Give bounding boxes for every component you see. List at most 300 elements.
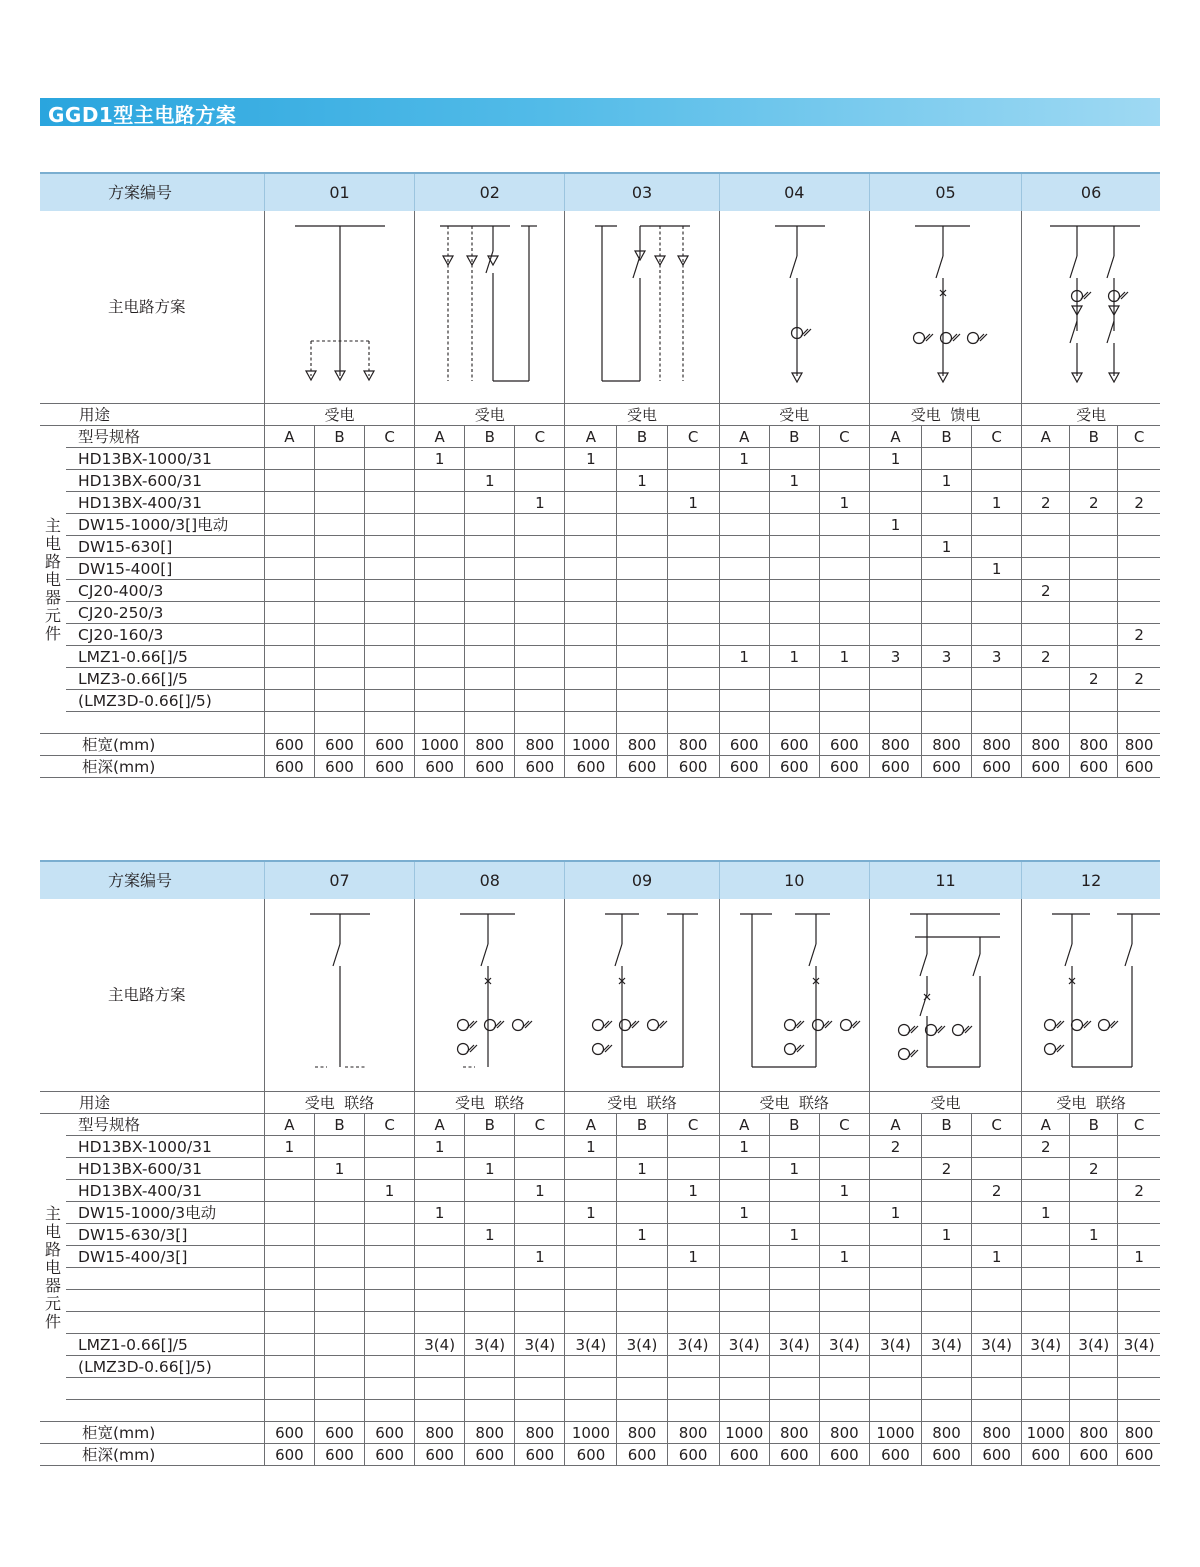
component-qty: 2 <box>1070 492 1118 514</box>
component-qty: 1 <box>264 1136 314 1158</box>
component-qty <box>719 602 769 624</box>
component-name: CJ20-250/3 <box>66 602 264 624</box>
model-label: 型号规格 <box>66 426 264 448</box>
component-qty <box>719 1246 769 1268</box>
component-qty <box>515 1268 565 1290</box>
component-qty <box>465 536 515 558</box>
component-row <box>40 470 1160 492</box>
width-cell: 600 <box>264 1422 314 1444</box>
component-name: DW15-400[] <box>66 558 264 580</box>
component-qty <box>465 580 515 602</box>
component-qty <box>1118 1400 1160 1422</box>
component-qty <box>617 690 667 712</box>
component-qty <box>617 1356 667 1378</box>
component-qty <box>515 646 565 668</box>
component-qty: 3(4) <box>1022 1334 1070 1356</box>
component-qty <box>264 1356 314 1378</box>
component-qty <box>365 514 415 536</box>
component-qty <box>264 1224 314 1246</box>
component-qty <box>819 1378 869 1400</box>
component-qty <box>617 1312 667 1334</box>
component-qty <box>667 690 719 712</box>
component-qty <box>1118 558 1160 580</box>
component-qty: 2 <box>1022 492 1070 514</box>
component-qty <box>264 712 314 734</box>
circuit-diagram-12 <box>1022 899 1160 1092</box>
component-qty <box>667 558 719 580</box>
component-qty <box>922 580 972 602</box>
component-qty <box>922 1312 972 1334</box>
scheme-number: 06 <box>1022 173 1160 211</box>
component-qty <box>565 624 617 646</box>
component-qty <box>769 712 819 734</box>
component-qty <box>515 536 565 558</box>
component-qty <box>1070 624 1118 646</box>
component-qty <box>365 470 415 492</box>
component-qty <box>314 668 364 690</box>
component-qty <box>922 668 972 690</box>
component-qty <box>515 712 565 734</box>
component-qty <box>819 536 869 558</box>
component-qty <box>565 712 617 734</box>
component-qty <box>365 1136 415 1158</box>
component-qty <box>869 1400 921 1422</box>
depth-row <box>40 756 1160 778</box>
component-qty <box>415 558 465 580</box>
component-qty <box>869 1180 921 1202</box>
component-qty <box>769 580 819 602</box>
depth-label: 柜深(mm) <box>40 1444 264 1466</box>
component-qty <box>565 536 617 558</box>
component-qty <box>617 1268 667 1290</box>
component-qty <box>617 1202 667 1224</box>
component-qty <box>314 1400 364 1422</box>
component-qty <box>515 668 565 690</box>
component-row <box>40 602 1160 624</box>
component-name <box>66 1290 264 1312</box>
component-name: CJ20-400/3 <box>66 580 264 602</box>
component-qty <box>365 558 415 580</box>
component-qty <box>869 536 921 558</box>
component-qty <box>465 514 515 536</box>
component-qty <box>1070 1312 1118 1334</box>
depth-cell: 600 <box>617 1444 667 1466</box>
component-qty <box>415 1378 465 1400</box>
component-qty <box>365 1202 415 1224</box>
component-qty <box>1118 1224 1160 1246</box>
component-qty <box>719 1378 769 1400</box>
component-qty <box>719 536 769 558</box>
model-label: 型号规格 <box>66 1114 264 1136</box>
component-qty <box>1022 1400 1070 1422</box>
component-qty <box>972 1356 1022 1378</box>
component-qty <box>719 1158 769 1180</box>
component-qty <box>1070 646 1118 668</box>
subcol-header: A <box>565 1114 617 1136</box>
component-row <box>40 1268 1160 1290</box>
component-qty <box>617 712 667 734</box>
component-name <box>66 1400 264 1422</box>
component-qty <box>365 1268 415 1290</box>
component-qty <box>819 624 869 646</box>
component-qty <box>264 1312 314 1334</box>
depth-cell: 600 <box>415 1444 465 1466</box>
usage-cell: 受电 联络 <box>415 1092 565 1114</box>
component-row <box>40 1180 1160 1202</box>
component-qty <box>515 1202 565 1224</box>
component-qty <box>769 1356 819 1378</box>
component-qty <box>819 690 869 712</box>
component-qty <box>819 1290 869 1312</box>
component-qty <box>314 624 364 646</box>
component-qty: 1 <box>769 646 819 668</box>
component-qty <box>365 1224 415 1246</box>
component-qty <box>1022 624 1070 646</box>
component-qty: 1 <box>1022 1202 1070 1224</box>
scheme-number-row <box>40 861 1160 899</box>
component-qty: 1 <box>1118 1246 1160 1268</box>
circuit-diagram-05 <box>869 211 1021 404</box>
component-qty <box>819 1158 869 1180</box>
component-qty <box>465 712 515 734</box>
component-qty <box>922 712 972 734</box>
component-qty <box>515 580 565 602</box>
component-qty: 1 <box>819 1180 869 1202</box>
subcol-header: B <box>617 1114 667 1136</box>
component-qty <box>314 602 364 624</box>
scheme-number-label: 方案编号 <box>40 861 264 899</box>
component-qty <box>314 690 364 712</box>
component-qty <box>515 1312 565 1334</box>
scheme-number-row <box>40 173 1160 211</box>
depth-cell: 600 <box>719 1444 769 1466</box>
component-row <box>40 624 1160 646</box>
component-qty <box>922 1180 972 1202</box>
component-qty <box>617 1136 667 1158</box>
width-cell: 800 <box>819 1422 869 1444</box>
component-qty: 1 <box>719 1136 769 1158</box>
component-qty <box>667 1378 719 1400</box>
depth-cell: 600 <box>769 1444 819 1466</box>
depth-cell: 600 <box>365 1444 415 1466</box>
component-qty <box>719 1224 769 1246</box>
component-qty <box>264 580 314 602</box>
component-qty: 1 <box>869 514 921 536</box>
component-qty: 3(4) <box>819 1334 869 1356</box>
scheme-number: 10 <box>719 861 869 899</box>
component-qty <box>667 1312 719 1334</box>
component-qty <box>465 668 515 690</box>
component-row <box>40 536 1160 558</box>
usage-cell: 受电 联络 <box>1022 1092 1160 1114</box>
component-qty <box>565 1246 617 1268</box>
usage-cell: 受电 <box>264 404 414 426</box>
component-qty <box>1070 536 1118 558</box>
component-qty: 2 <box>1118 668 1160 690</box>
component-qty <box>922 1400 972 1422</box>
component-qty <box>869 624 921 646</box>
component-qty <box>264 668 314 690</box>
component-qty <box>972 1268 1022 1290</box>
component-qty <box>465 558 515 580</box>
component-qty <box>1118 1136 1160 1158</box>
subcol-header: A <box>264 426 314 448</box>
component-qty: 2 <box>1118 624 1160 646</box>
component-qty <box>515 470 565 492</box>
depth-cell: 600 <box>314 756 364 778</box>
component-qty: 1 <box>719 448 769 470</box>
component-qty <box>465 690 515 712</box>
component-qty: 2 <box>1118 492 1160 514</box>
component-qty <box>819 712 869 734</box>
component-qty: 1 <box>819 1246 869 1268</box>
subcol-header: A <box>869 426 921 448</box>
component-qty: 1 <box>922 536 972 558</box>
component-qty: 2 <box>869 1136 921 1158</box>
component-qty <box>365 624 415 646</box>
depth-cell: 600 <box>1070 756 1118 778</box>
scheme-number: 11 <box>869 861 1021 899</box>
component-qty <box>869 1378 921 1400</box>
subcol-header: A <box>1022 1114 1070 1136</box>
component-qty: 3(4) <box>415 1334 465 1356</box>
component-qty: 1 <box>972 492 1022 514</box>
depth-cell: 600 <box>972 756 1022 778</box>
component-qty <box>617 1180 667 1202</box>
component-qty <box>264 536 314 558</box>
component-qty <box>667 1136 719 1158</box>
component-qty <box>1070 580 1118 602</box>
component-qty <box>465 1268 515 1290</box>
component-qty <box>415 514 465 536</box>
component-qty <box>264 514 314 536</box>
depth-cell: 600 <box>819 1444 869 1466</box>
component-qty <box>617 1378 667 1400</box>
component-qty <box>972 1202 1022 1224</box>
component-qty <box>314 536 364 558</box>
component-qty: 3(4) <box>769 1334 819 1356</box>
component-qty <box>972 602 1022 624</box>
component-qty <box>617 580 667 602</box>
component-qty <box>769 1136 819 1158</box>
component-qty: 1 <box>922 1224 972 1246</box>
component-qty <box>719 712 769 734</box>
component-qty: 3(4) <box>515 1334 565 1356</box>
component-qty <box>515 1158 565 1180</box>
component-row <box>40 1158 1160 1180</box>
component-qty: 2 <box>1022 1136 1070 1158</box>
component-qty <box>415 1158 465 1180</box>
component-qty <box>565 690 617 712</box>
usage-cell: 受电 馈电 <box>869 404 1021 426</box>
component-qty <box>314 514 364 536</box>
component-qty: 1 <box>465 470 515 492</box>
width-cell: 800 <box>1070 1422 1118 1444</box>
component-qty <box>415 668 465 690</box>
width-cell: 800 <box>465 1422 515 1444</box>
component-qty <box>819 1202 869 1224</box>
component-qty: 1 <box>314 1158 364 1180</box>
component-qty <box>819 558 869 580</box>
component-qty <box>769 558 819 580</box>
component-qty <box>515 1378 565 1400</box>
component-qty: 1 <box>769 1158 819 1180</box>
component-qty <box>667 580 719 602</box>
component-qty <box>1022 470 1070 492</box>
depth-cell: 600 <box>264 1444 314 1466</box>
component-qty <box>719 1268 769 1290</box>
depth-cell: 600 <box>565 756 617 778</box>
depth-cell: 600 <box>769 756 819 778</box>
component-qty <box>415 1356 465 1378</box>
component-qty: 3(4) <box>719 1334 769 1356</box>
component-qty: 3(4) <box>667 1334 719 1356</box>
component-row <box>40 1400 1160 1422</box>
depth-cell: 600 <box>465 1444 515 1466</box>
component-qty <box>365 646 415 668</box>
component-qty <box>1070 1378 1118 1400</box>
component-qty <box>565 1400 617 1422</box>
component-qty <box>922 624 972 646</box>
component-qty: 1 <box>415 1136 465 1158</box>
component-qty <box>1022 1268 1070 1290</box>
component-qty: 1 <box>869 448 921 470</box>
main-circuit-label: 主电路方案 <box>40 899 264 1092</box>
circuit-diagram-04 <box>719 211 869 404</box>
subcol-header: B <box>314 426 364 448</box>
component-qty <box>1070 514 1118 536</box>
subcol-header: B <box>1070 426 1118 448</box>
component-qty <box>922 1246 972 1268</box>
component-name <box>66 1312 264 1334</box>
component-qty <box>869 1268 921 1290</box>
component-row <box>40 1246 1160 1268</box>
component-qty <box>365 1312 415 1334</box>
component-qty <box>667 1224 719 1246</box>
component-qty: 1 <box>415 1202 465 1224</box>
component-row <box>40 1334 1160 1356</box>
depth-label: 柜深(mm) <box>40 756 264 778</box>
component-qty: 1 <box>415 448 465 470</box>
usage-cell: 受电 <box>565 404 719 426</box>
component-qty <box>1022 1378 1070 1400</box>
component-qty: 3(4) <box>1070 1334 1118 1356</box>
component-qty <box>415 492 465 514</box>
subcol-header: C <box>667 426 719 448</box>
component-qty <box>719 1400 769 1422</box>
depth-cell: 600 <box>972 1444 1022 1466</box>
scheme-number-label: 方案编号 <box>40 173 264 211</box>
scheme-number: 07 <box>264 861 414 899</box>
component-qty <box>972 1224 1022 1246</box>
component-qty <box>565 1180 617 1202</box>
subcol-header: A <box>869 1114 921 1136</box>
circuit-diagram-07 <box>264 899 414 1092</box>
component-qty <box>465 448 515 470</box>
component-qty <box>1070 558 1118 580</box>
circuit-diagram-01 <box>264 211 414 404</box>
component-qty <box>515 624 565 646</box>
component-qty <box>365 602 415 624</box>
scheme-table-1 <box>40 172 1160 778</box>
component-qty <box>314 492 364 514</box>
subcol-header: A <box>719 1114 769 1136</box>
component-qty <box>465 1378 515 1400</box>
component-qty <box>972 690 1022 712</box>
component-qty <box>365 492 415 514</box>
depth-cell: 600 <box>515 756 565 778</box>
component-qty <box>769 492 819 514</box>
component-qty <box>922 1290 972 1312</box>
component-qty <box>365 1158 415 1180</box>
component-qty <box>819 1356 869 1378</box>
component-qty <box>617 1290 667 1312</box>
component-name: HD13BX-600/31 <box>66 1158 264 1180</box>
component-qty <box>769 514 819 536</box>
component-qty <box>565 1356 617 1378</box>
component-qty <box>719 668 769 690</box>
component-qty <box>617 492 667 514</box>
component-qty <box>769 1268 819 1290</box>
component-qty <box>415 690 465 712</box>
component-qty: 2 <box>1070 1158 1118 1180</box>
component-qty <box>972 1158 1022 1180</box>
component-qty <box>617 624 667 646</box>
component-qty <box>314 1224 364 1246</box>
component-qty <box>667 536 719 558</box>
component-qty <box>264 602 314 624</box>
subcol-header: A <box>415 1114 465 1136</box>
component-qty <box>365 580 415 602</box>
component-name: LMZ1-0.66[]/5 <box>66 1334 264 1356</box>
subcol-header: B <box>314 1114 364 1136</box>
component-qty <box>415 1290 465 1312</box>
width-cell: 600 <box>365 1422 415 1444</box>
component-qty <box>365 1246 415 1268</box>
component-qty: 3(4) <box>869 1334 921 1356</box>
component-qty <box>1118 470 1160 492</box>
component-qty <box>1118 1312 1160 1334</box>
component-qty <box>415 470 465 492</box>
component-qty <box>515 1224 565 1246</box>
component-qty: 1 <box>819 492 869 514</box>
component-qty <box>869 1290 921 1312</box>
component-qty <box>415 646 465 668</box>
main-circuit-label: 主电路方案 <box>40 211 264 404</box>
depth-cell: 600 <box>1118 756 1160 778</box>
component-qty <box>667 1356 719 1378</box>
component-qty <box>365 1290 415 1312</box>
component-qty <box>1070 448 1118 470</box>
subcol-header: C <box>1118 426 1160 448</box>
component-qty <box>769 690 819 712</box>
component-group-label <box>40 426 66 734</box>
component-qty: 1 <box>719 1202 769 1224</box>
scheme-number: 01 <box>264 173 414 211</box>
component-row <box>40 646 1160 668</box>
subcol-header: C <box>515 1114 565 1136</box>
width-cell: 1000 <box>565 1422 617 1444</box>
component-qty <box>415 536 465 558</box>
component-qty <box>1070 1400 1118 1422</box>
component-qty: 3 <box>922 646 972 668</box>
component-qty <box>314 580 364 602</box>
component-qty <box>264 1158 314 1180</box>
component-qty <box>922 690 972 712</box>
component-qty <box>515 514 565 536</box>
component-qty <box>769 668 819 690</box>
component-qty <box>565 1268 617 1290</box>
